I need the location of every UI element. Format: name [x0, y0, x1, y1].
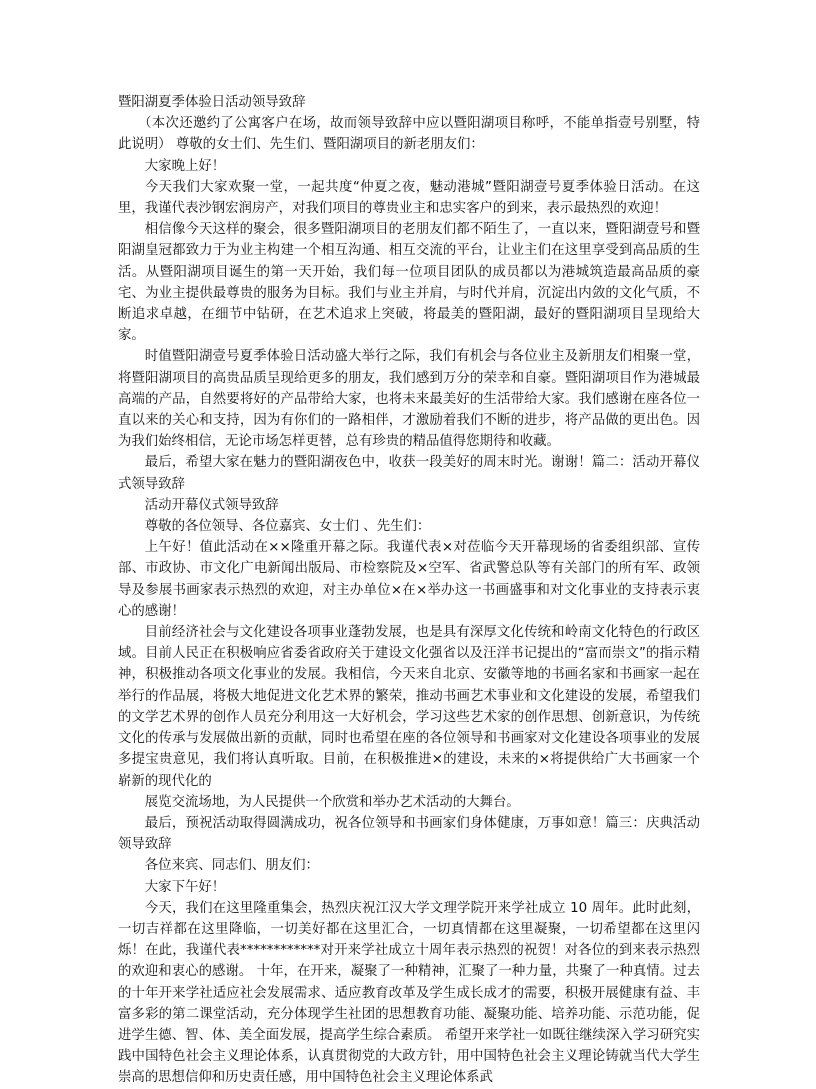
paragraph: 最后，预祝活动取得圆满成功，祝各位领导和书画家们身体健康，万事如意！篇三：庆典活动领导致辞: [118, 815, 700, 853]
section-heading: 活动开幕仪式领导致辞: [144, 497, 279, 513]
paragraph: 相信像今天这样的聚会，很多暨阳湖项目的老朋友们都不陌生了，一直以来，暨阳湖壹号和暨阳湖皇冠都致力于为业主构建一个相互沟通、相互交流的平台，让业主们在这里享受到高品质的生活。从暨阳湖项目诞生的第一天开始，我们每一位项目团队的成员都以为港城筑造最高品质的豪宅、为业主提供最尊贵的服务为目标。我们与业主并肩，与时代并肩，沉淀出内敛的文化气质，不断追求卓越，在细节中钻研，在艺术追求上突破，将最美的暨阳湖，最好的暨阳湖项目呈现给大家。: [118, 222, 700, 344]
paragraph: 上午好！值此活动在××隆重开幕之际。我谨代表×对莅临今天开幕现场的省委组织部、宣传部、市政协、市文化广电新闻出版局、市检察院及×空军、省武警总队等有关部门的所有军、政领导及参展书画家表示热烈的欢迎，对主办单位×在×举办这一书画盛事和对文化事业的支持表示衷心的感谢！: [118, 540, 700, 619]
paragraph-note: （本次还邀约了公寓客户在场，故而领导致辞中应以暨阳湖项目称呼，不能单指壹号别墅，特此说明） 尊敬的女士们、先生们、暨阳湖项目的新老朋友们：: [118, 116, 700, 153]
document-page: [118, 92, 700, 1089]
paragraph-salutation: 尊敬的各位领导、各位嘉宾、女士们 、先生们：: [144, 519, 431, 535]
paragraph: 时值暨阳湖壹号夏季体验日活动盛大举行之际，我们有机会与各位业主及新朋友们相聚一堂，将暨阳湖项目的高贵品质呈现给更多的朋友，我们感到万分的荣幸和自豪。暨阳湖项目作为港城最高端的产品，自然要将好的产品带给大家，也将未来最美好的生活带给大家。我们感谢在座各位一直以来的关心和支持，因为有你们的一路相伴，才激励着我们不断的进步，将产品做的更出色。因为我们始终相信，无论市场怎样更替，总有珍贵的精品值得您期待和收藏。: [118, 349, 700, 450]
paragraph-greeting: 大家下午好！: [144, 879, 226, 895]
document-title: 暨阳湖夏季体验日活动领导致辞: [118, 95, 306, 110]
paragraph: 目前经济社会与文化建设各项事业蓬勃发展，也是具有深厚文化传统和岭南文化特色的行政区域。目前人民正在积极响应省委省政府关于建设文化强省以及汪洋书记提出的“富而崇文”的指示精神，积极推动各项文化事业的发展。我相信，今天来自北京、安徽等地的书画名家和书画家一起在举行的作品展，将极大地促进文化艺术界的繁荣，推动书画艺术事业和文化建设的发展，希望我们的文学艺术界的创作人员充分利用这一大好机会，学习这些艺术家的创作思想、创新意识，为传统文化的传承与发展做出新的贡献，同时也希望在座的各位领导和书画家对文化建设各项事业的发展多提宝贵意见，我们将认真听取。目前，在积极推进×的建设，未来的×将提供给广大书画家一个崭新的现代化的: [118, 625, 700, 789]
paragraph-greeting: 大家晚上好！: [144, 158, 226, 174]
paragraph: 最后，希望大家在魅力的暨阳湖夜色中，收获一段美好的周末时光。谢谢！篇二：活动开幕仪式领导致辞: [118, 455, 700, 492]
paragraph: 今天我们大家欢聚一堂，一起共度“仲夏之夜，魅动港城”暨阳湖壹号夏季体验日活动。在这里，我谨代表沙钢宏润房产，对我们项目的尊贵业主和忠实客户的到来，表示最热烈的欢迎！: [118, 179, 700, 217]
paragraph: 今天，我们在这里隆重集会，热烈庆祝江汉大学文理学院开来学社成立 10 周年。此时此刻，一切吉祥都在这里降临，一切美好都在这里汇合，一切真情都在这里凝聚，一切希望都在这里闪烁！在此，我谨代表************对开来学社成立十周年表示热烈的祝贺！对各位的到来表示热烈的欢迎和衷心的感谢。 十年，在开来，凝聚了一种精神，汇聚了一种力量，共聚了一种真情。过去的十年开来学社适应社会发展需求、适应教育改革及学生成长成才的需要，积极开展健康有益、丰富多彩的第二课堂活动，充分体现学生社团的思想教育功能、凝聚功能、培养功能、示范功能，促进学生德、智、体、美全面发展，提高学生综合素质。 希望开来学社一如既往继续深入学习研究实践中国特色社会主义理论体系，认真贯彻党的大政方针，用中国特色社会主义理论铸就当代大学生崇高的思想信仰和历史责任感，用中国特色社会主义理论体系武: [118, 900, 700, 1086]
paragraph: 展览交流场地，为人民提供一个欣赏和举办艺术活动的大舞台。: [144, 794, 520, 810]
paragraph-salutation: 各位来宾、同志们、朋友们：: [144, 858, 319, 874]
